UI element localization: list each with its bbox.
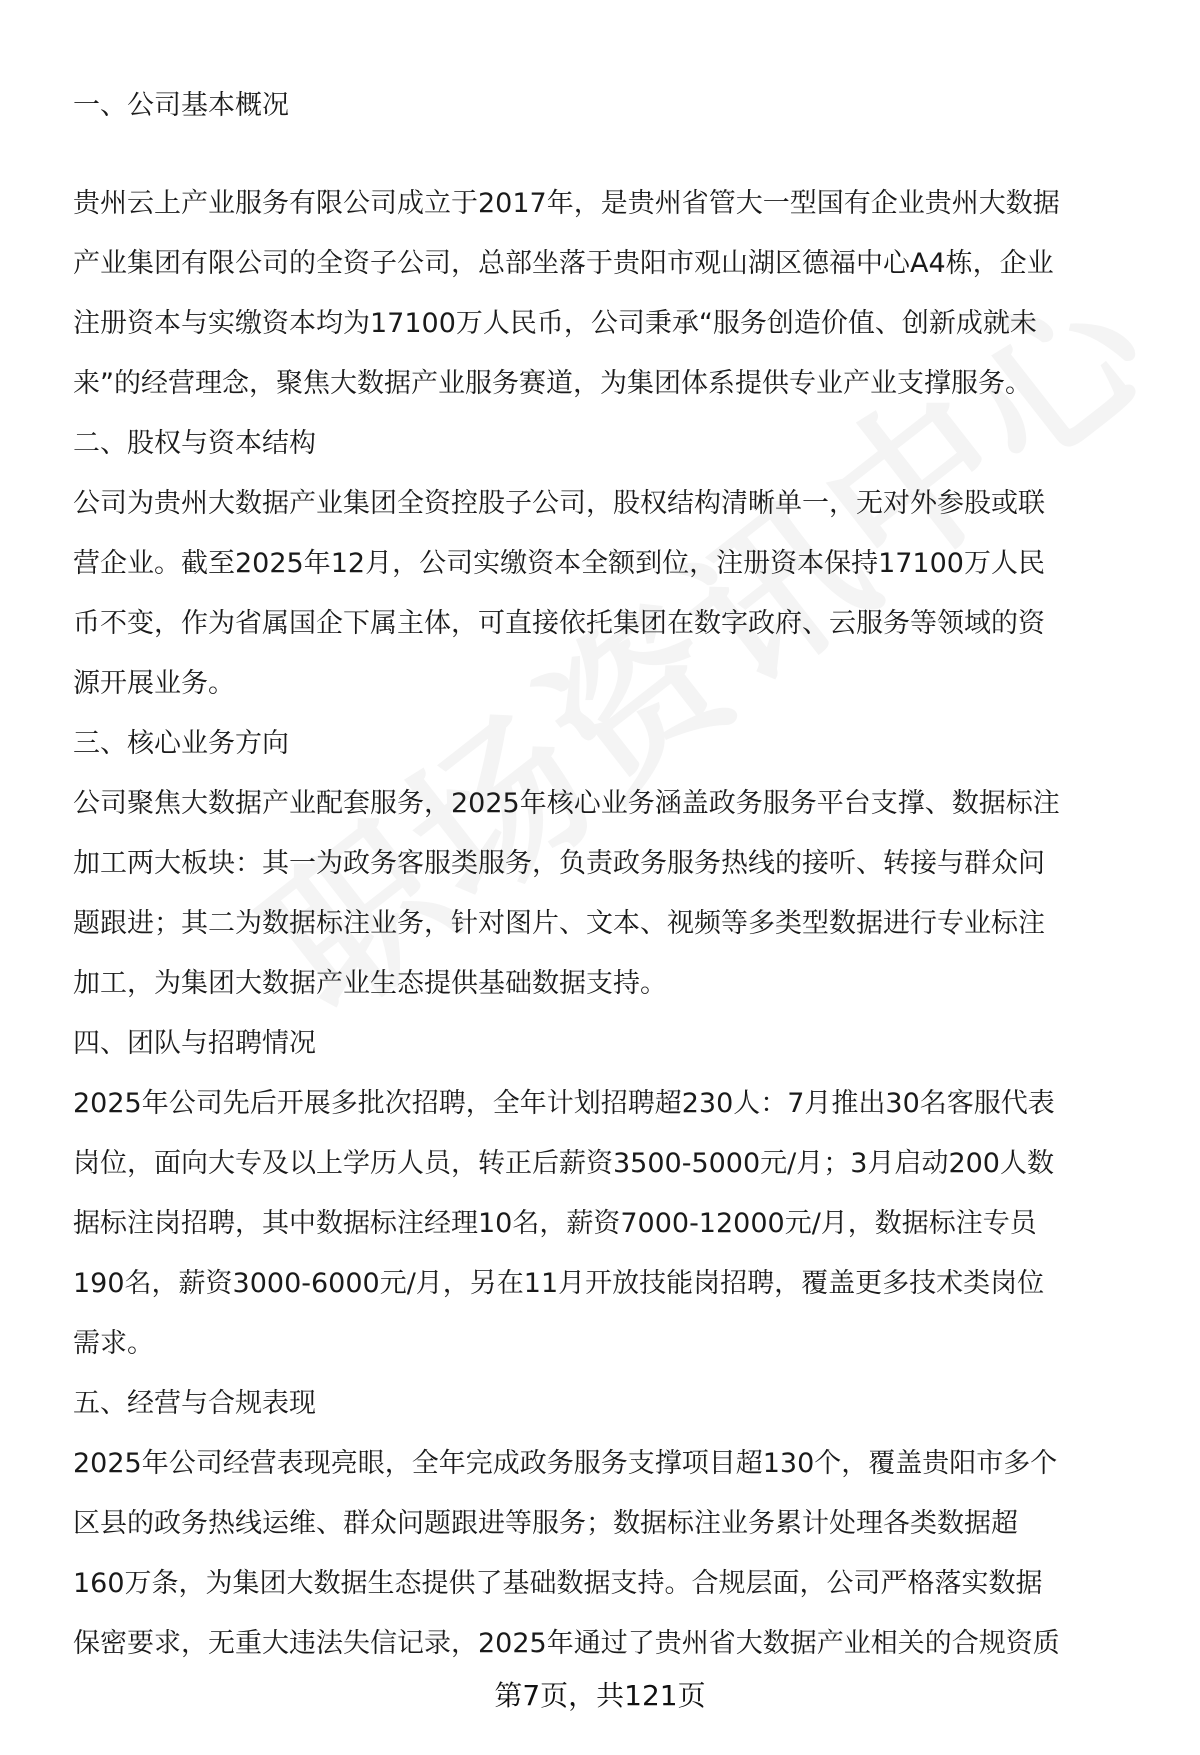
paragraph-line: 产业集团有限公司的全资子公司，总部坐落于贵阳市观山湖区德福中心A4栋，企业 (73, 248, 1054, 279)
paragraph-line: 区县的政务热线运维、群众问题跟进等服务；数据标注业务累计处理各类数据超 (73, 1508, 1018, 1539)
paragraph-line: 保密要求，无重大违法失信记录，2025年通过了贵州省大数据产业相关的合规资质 (73, 1628, 1060, 1659)
paragraph-line: 源开展业务。 (73, 668, 235, 699)
paragraph-line: 营企业。截至2025年12月，公司实缴资本全额到位，注册资本保持17100万人民 (73, 548, 1045, 579)
section-heading: 五、经营与合规表现 (73, 1388, 316, 1419)
section-heading: 三、核心业务方向 (73, 728, 289, 759)
section-heading: 四、团队与招聘情况 (73, 1028, 316, 1059)
paragraph-line: 2025年公司经营表现亮眼，全年完成政务服务支撑项目超130个，覆盖贵阳市多个 (73, 1448, 1058, 1479)
paragraph-line: 题跟进；其二为数据标注业务，针对图片、文本、视频等多类型数据进行专业标注 (73, 908, 1045, 939)
page-number-footer: 第7页，共121页 (494, 1679, 706, 1712)
paragraph-line: 公司为贵州大数据产业集团全资控股子公司，股权结构清晰单一，无对外参股或联 (73, 488, 1045, 519)
paragraph-line: 岗位，面向大专及以上学历人员，转正后薪资3500-5000元/月；3月启动200人数 (73, 1148, 1054, 1179)
document-body (73, 76, 1153, 1674)
section-heading: 一、公司基本概况 (73, 90, 289, 121)
paragraph-line: 190名，薪资3000-6000元/月，另在11月开放技能岗招聘，覆盖更多技术类岗位 (73, 1268, 1045, 1299)
paragraph-line: 据标注岗招聘，其中数据标注经理10名，薪资7000-12000元/月，数据标注专员 (73, 1208, 1037, 1239)
spacer (73, 136, 1153, 174)
paragraph-line: 币不变，作为省属国企下属主体，可直接依托集团在数字政府、云服务等领域的资 (73, 608, 1045, 639)
section-heading: 二、股权与资本结构 (73, 428, 316, 459)
paragraph-line: 来”的经营理念，聚焦大数据产业服务赛道，为集团体系提供专业产业支撑服务。 (73, 368, 1032, 399)
paragraph-line: 需求。 (73, 1328, 154, 1359)
paragraph-line: 加工两大板块：其一为政务客服类服务，负责政务服务热线的接听、转接与群众问 (73, 848, 1045, 879)
paragraph-line: 贵州云上产业服务有限公司成立于2017年，是贵州省管大一型国有企业贵州大数据 (73, 188, 1060, 219)
paragraph-line: 加工，为集团大数据产业生态提供基础数据支持。 (73, 968, 667, 999)
paragraph-line: 公司聚焦大数据产业配套服务，2025年核心业务涵盖政务服务平台支撑、数据标注 (73, 788, 1060, 819)
paragraph-line: 2025年公司先后开展多批次招聘，全年计划招聘超230人：7月推出30名客服代表 (73, 1088, 1055, 1119)
paragraph-line: 160万条，为集团大数据生态提供了基础数据支持。合规层面，公司严格落实数据 (73, 1568, 1043, 1599)
paragraph-line: 注册资本与实缴资本均为17100万人民币，公司秉承“服务创造价值、创新成就未 (73, 308, 1037, 339)
